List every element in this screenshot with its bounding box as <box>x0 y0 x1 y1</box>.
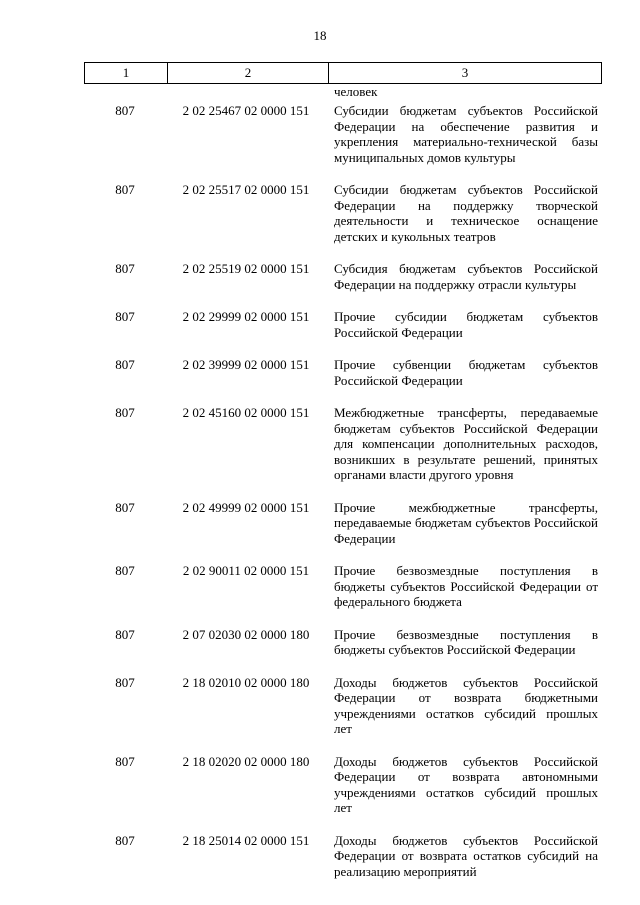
revenue-code: 2 02 45160 02 0000 151 <box>182 405 310 420</box>
revenue-description: Субсидии бюджетам субъектов Российской Федерации на поддержку творческой деятельности и техническое оснащение детских и кукольных театров <box>334 182 598 244</box>
table-row <box>84 675 602 737</box>
admin-code: 807 <box>115 563 135 578</box>
admin-code: 807 <box>115 103 135 118</box>
revenue-code: 2 02 25519 02 0000 151 <box>182 261 310 276</box>
table-row <box>84 563 602 610</box>
admin-code: 807 <box>115 832 135 848</box>
table-row <box>84 627 602 658</box>
revenue-description: Прочие субсидии бюджетам субъектов Российской Федерации <box>334 309 598 340</box>
admin-code: 807 <box>115 405 135 420</box>
revenue-code: 2 02 25467 02 0000 151 <box>182 103 310 118</box>
revenue-description: Прочие безвозмездные поступления в бюджеты субъектов Российской Федерации <box>334 626 598 657</box>
revenue-description: Доходы бюджетов субъектов Российской Федерации от возврата остатков субсидий на реализацию мероприятий <box>334 832 598 879</box>
column-header-2: 2 <box>168 63 329 84</box>
column-header-1: 1 <box>85 63 168 84</box>
revenue-description: Доходы бюджетов субъектов Российской Федерации от возврата бюджетными учреждениями остатков субсидий прошлых лет <box>334 674 598 736</box>
admin-code: 807 <box>115 261 135 276</box>
admin-code: 807 <box>115 182 135 197</box>
table-body <box>84 103 602 896</box>
admin-code: 807 <box>115 309 135 324</box>
table-row <box>84 103 602 165</box>
table-row <box>84 754 602 816</box>
page-number: 18 <box>313 28 327 43</box>
column-header-3: 3 <box>329 63 602 84</box>
revenue-description: Доходы бюджетов субъектов Российской Федерации от возврата автономными учреждениями остатков субсидий прошлых лет <box>334 753 598 815</box>
column-header-table <box>84 62 602 84</box>
revenue-code: 2 18 02020 02 0000 180 <box>182 753 310 769</box>
table-row <box>84 500 602 547</box>
table-row <box>84 182 602 244</box>
column-header-row <box>85 63 602 84</box>
revenue-code: 2 02 25517 02 0000 151 <box>182 182 310 197</box>
revenue-description: Субсидия бюджетам субъектов Российской Федерации на поддержку отрасли культуры <box>334 261 598 292</box>
admin-code: 807 <box>115 499 135 515</box>
admin-code: 807 <box>115 357 135 372</box>
continuation-text: человек <box>334 84 378 99</box>
revenue-code: 2 02 49999 02 0000 151 <box>182 499 310 515</box>
admin-code: 807 <box>115 626 135 642</box>
revenue-description: Прочие межбюджетные трансферты, передаваемые бюджетам субъектов Российской Федерации <box>334 499 598 546</box>
revenue-description: Межбюджетные трансферты, передаваемые бюджетам субъектов Российской Федерации для компенсации дополнительных расходов, возникших в результате решений, принятых органами власти другого уровня <box>334 405 598 482</box>
revenue-description: Субсидии бюджетам субъектов Российской Федерации на обеспечение развития и укрепления материально-технической базы муниципальных домов культуры <box>334 103 598 165</box>
revenue-code: 2 02 90011 02 0000 151 <box>182 563 310 578</box>
revenue-code: 2 18 25014 02 0000 151 <box>182 832 310 848</box>
admin-code: 807 <box>115 753 135 769</box>
revenue-code: 2 02 39999 02 0000 151 <box>182 357 310 372</box>
table-row <box>84 357 602 388</box>
revenue-description: Прочие субвенции бюджетам субъектов Российской Федерации <box>334 357 598 388</box>
table-row <box>84 405 602 483</box>
revenue-description: Прочие безвозмездные поступления в бюджеты субъектов Российской Федерации от федерального бюджета <box>334 563 598 609</box>
table-row <box>84 309 602 340</box>
table-row <box>84 833 602 880</box>
admin-code: 807 <box>115 674 135 690</box>
revenue-code: 2 07 02030 02 0000 180 <box>182 626 310 642</box>
revenue-code: 2 02 29999 02 0000 151 <box>182 309 310 324</box>
table-row <box>84 261 602 292</box>
revenue-code: 2 18 02010 02 0000 180 <box>182 674 310 690</box>
